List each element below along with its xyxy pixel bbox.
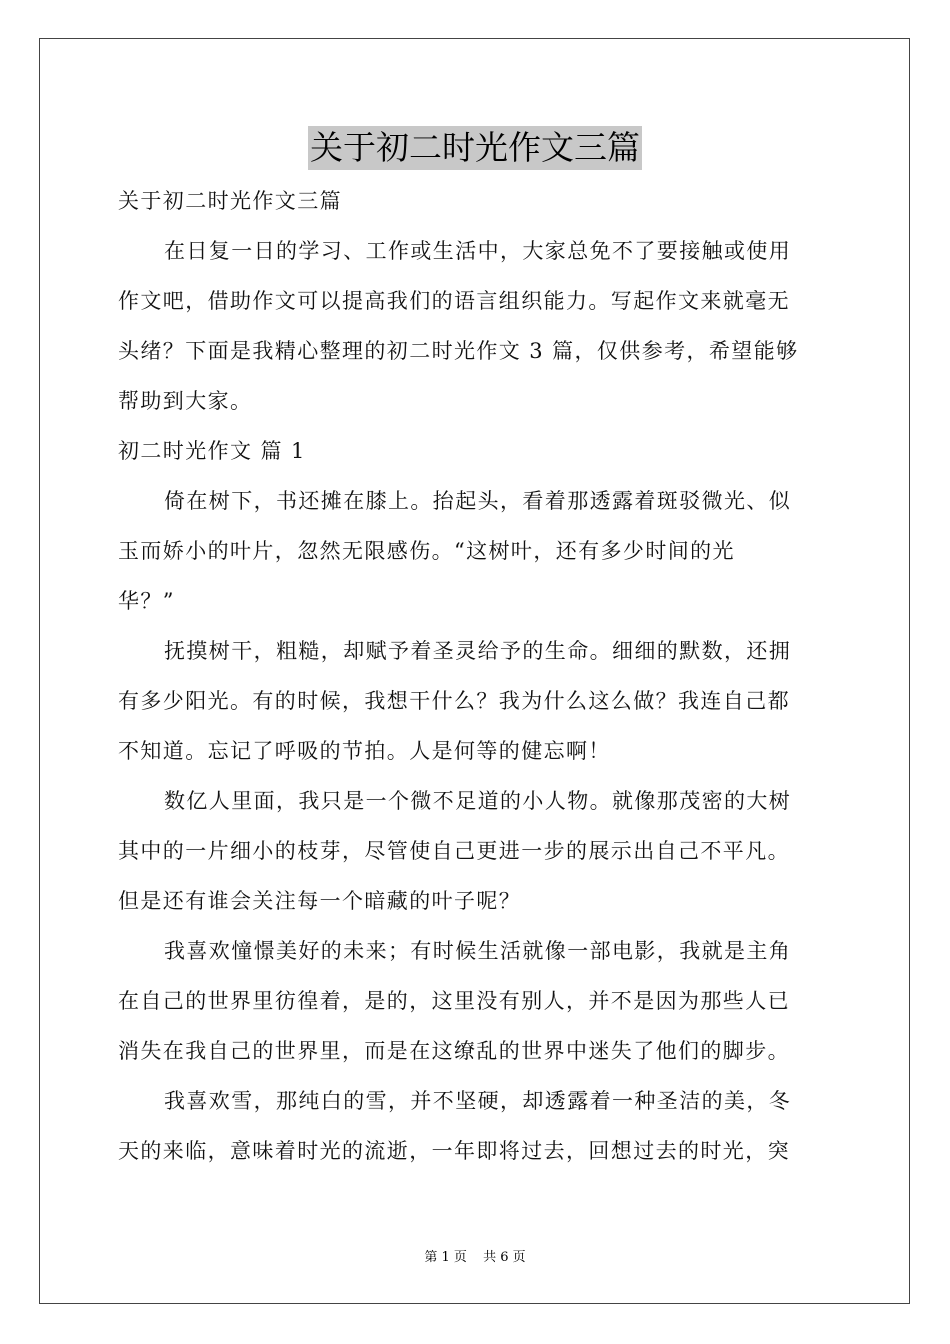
text-line: 在日复一日的学习、工作或生活中，大家总免不了要接触或使用	[164, 239, 792, 263]
text-line: 玉而娇小的叶片，忽然无限感伤。“这树叶，还有多少时间的光	[118, 539, 735, 563]
text-line: 作文吧，借助作文可以提高我们的语言组织能力。写起作文来就毫无	[118, 289, 790, 313]
text-line: 头绪？下面是我精心整理的初二时光作文 3 篇，仅供参考，希望能够	[118, 339, 799, 363]
page-footer	[0, 1246, 950, 1265]
text-line: 天的来临，意味着时光的流逝，一年即将过去，回想过去的时光，突	[118, 1139, 790, 1163]
text-line: 抚摸树干，粗糙，却赋予着圣灵给予的生命。细细的默数，还拥	[164, 639, 792, 663]
text-line: 消失在我自己的世界里，而是在这缭乱的世界中迷失了他们的脚步。	[118, 1039, 790, 1063]
document-title: 关于初二时光作文三篇	[308, 126, 642, 170]
text-line: 不知道。忘记了呼吸的节拍。人是何等的健忘啊！	[118, 739, 611, 763]
page-number-current: 第 1 页	[424, 1250, 467, 1265]
document-body	[118, 176, 838, 1176]
text-line: 数亿人里面，我只是一个微不足道的小人物。就像那茂密的大树	[164, 789, 792, 813]
text-line: 有多少阳光。有的时候，我想干什么？我为什么这么做？我连自己都	[118, 689, 790, 713]
text-line: 我喜欢雪，那纯白的雪，并不坚硬，却透露着一种圣洁的美，冬	[164, 1089, 792, 1113]
text-line: 倚在树下，书还摊在膝上。抬起头，看着那透露着斑驳微光、似	[164, 489, 792, 513]
text-line: 关于初二时光作文三篇	[118, 189, 342, 213]
page-number-total: 共 6 页	[483, 1250, 526, 1265]
text-line: 但是还有谁会关注每一个暗藏的叶子呢？	[118, 889, 522, 913]
text-line: 我喜欢憧憬美好的未来；有时候生活就像一部电影，我就是主角	[164, 939, 792, 963]
text-line: 初二时光作文 篇 1	[118, 439, 306, 463]
title-container	[0, 126, 950, 170]
text-line: 华？”	[118, 589, 175, 613]
text-line: 帮助到大家。	[118, 389, 253, 413]
text-line: 在自己的世界里彷徨着，是的，这里没有别人，并不是因为那些人已	[118, 989, 790, 1013]
text-line: 其中的一片细小的枝芽，尽管使自己更进一步的展示出自己不平凡。	[118, 839, 790, 863]
